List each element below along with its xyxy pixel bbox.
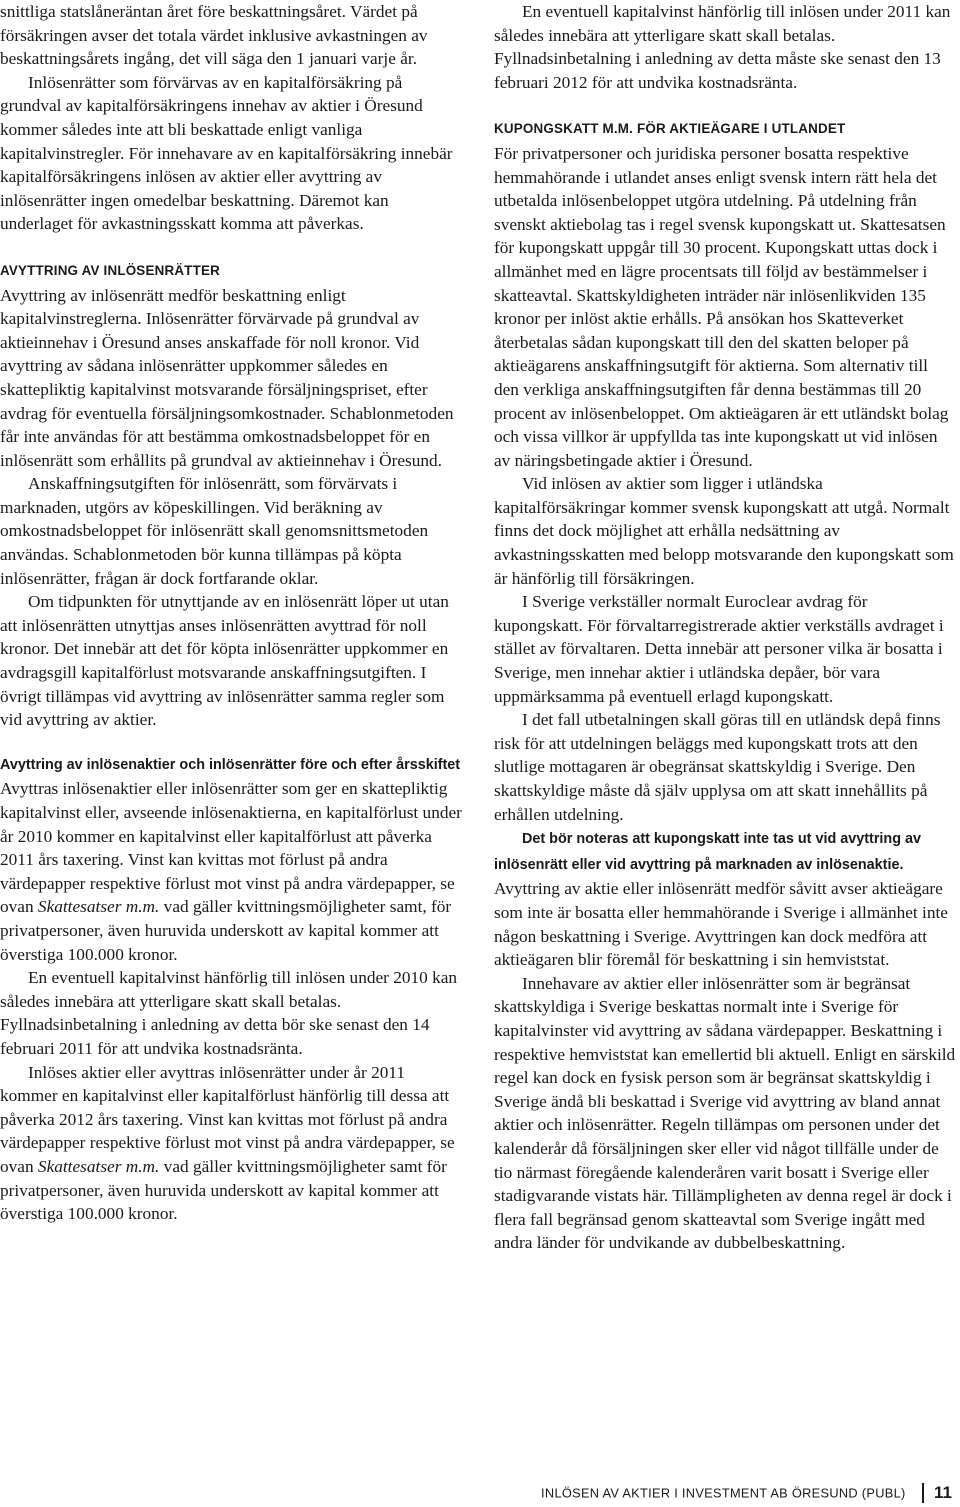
paragraph: I det fall utbetalningen skall göras till en utländsk depå finns risk för att utdelningen beläggs med kupongskatt trots att den slutlige mottagaren är obegränsat skattskyldig i Sverige. Den skattskyldige måste då själv upplysa om att skatt innehållits på erhållen utdelning.: [494, 710, 941, 824]
running-title: INLÖSEN AV AKTIER I INVESTMENT AB ÖRESUND (PUBL): [541, 1485, 906, 1501]
paragraph: snittliga statslåneräntan året före beskattningsåret. Värdet på försäkringen avser det totala värdet inklusive avkastningen av beskattningsårets ingång, det vill säga den 1 januari varje år.: [0, 2, 428, 69]
paragraph: En eventuell kapitalvinst hänförlig till inlösen under 2010 kan således innebära att ytterligare skatt skall betalas. Fyllnadsinbetalning i anledning av detta bör ske senast den 14 februari 2011 för att undvika kostnadsränta.: [0, 968, 458, 1058]
paragraph: För privatpersoner och juridiska personer bosatta respektive hemmahörande i utlandet anses enligt svensk intern rätt hela det utbetalda inlösenbeloppet utgöra utdelning. På utdelning från svenskt aktiebolag tas i regel svensk kupongskatt ut. Skattesatsen för kupongskatt uppgår till 30 procent. Kupongskatt uttas dock i allmänhet med en lägre procentsats till följd av bestämmelser i skatteavtal. Skattskyldigheten inträder när inlösenlikviden 135 kronor per inlöst aktie erhålls. På ansökan hos Skatteverket återbetalas sådan kupongskatt till den del skatten beloper på aktieägarens anskaffningsutgift för aktierna. Som alternativ till den verkliga anskaffningsutgiften får denna bestämmas till 20 procent av inlösenbeloppet. Om aktieägaren är ett utländskt bolag och vissa villkor är uppfyllda tas inte kupongskatt ut vid inlösen av näringsbetingade aktier i Öresund.: [494, 143, 949, 470]
paragraph-text: Avyttring av aktie eller inlösenrätt medför såvitt avser aktieägare som inte är bosatta eller hemmahörande i Sverige i allmänhet inte någon beskattning i Sverige. Avyttringen kan dock medföra att aktieägaren blir föremål för beskattning i sin hemviststat.: [494, 879, 948, 970]
paragraph-text: Inlöses aktier eller avyttras inlösenrätter under år 2011 kommer en kapitalvinst eller kapitalförlust hänförlig till dessa att påverka 2012 års taxering. Vinst kan kvittas mot förlust på andra värdepapper respektive förlust mot vinst på andra värdepapper, se ovan: [0, 1062, 455, 1176]
paragraph: Vid inlösen av aktier som ligger i utländska kapitalförsäkringar kommer svensk kupongskatt att utgå. Normalt finns det dock möjlighet att erhålla nedsättning av avkastningsskatten med belopp motsvarande den kupongskatt som är hänförlig till försäkringen.: [494, 474, 954, 588]
paragraph: [0, 777, 462, 966]
paragraph: Anskaffningsutgiften för inlösenrätt, som förvärvats i marknaden, utgörs av köpeskillingen. Vid beräkning av omkostnadsbeloppet för inlösenrätt skall genomsnittsmetoden användas. Schablonmetoden bör kunna tillämpas på köpta inlösenrätter, frågan är dock fortfarande oklar.: [0, 474, 429, 588]
paragraph: Innehavare av aktier eller inlösenrätter som är begränsat skattskyldiga i Sverige beskattas normalt inte i Sverige för kapitalvinster vid avyttring av sådana värdepapper. Beskattning i respektive hemviststat kan emellertid bli aktuell. Enligt en särskild regel kan dock en fysisk person som är begränsat skattskyldig i Sverige ändå bli beskattad i Sverige vid avyttring av bland annat aktier och inlösenrätter. Regeln tillämpas om personen under det kalenderår då försäljningen sker eller vid något tillfälle under de tio närmast föregående kalenderåren varit bosatt i Sverige eller stadigvarande vistats här. Tillämpligheten av denna regel är dock i flera fall begränsad genom skatteavtal som Sverige ingått med andra länder för undvikande av dubbelbeskattning.: [494, 973, 956, 1253]
page-number: 11: [922, 1483, 952, 1503]
paragraph: I Sverige verkställer normalt Euroclear avdrag för kupongskatt. För förvaltarregistrerade aktier verkställs avdraget i stället av förvaltaren. Detta innebär att personer vilka är bosatta i Sverige, men innehar aktier i utländska depåer, bör vara uppmärksamma på eventuell erlagd kupongskatt.: [494, 592, 944, 706]
paragraph: Om tidpunkten för utnyttjande av en inlösenrätt löper ut utan att inlösenrätten utnyttjas anses inlösenrätten avyttrad för noll kronor. Det innebär att det för köpta inlösenrätter uppkommer en avdragsgill kapitalförlust motsvarande anskaffningsutgiften. I övrigt tillämpas vid avyttring av inlösenrätter samma regler som vid avyttring av aktier.: [0, 592, 449, 730]
paragraph: [494, 826, 956, 972]
subheading-fore-efter-arsskiftet: Avyttring av inlösenaktier och inlösenrätter före och efter årsskiftet: [0, 756, 461, 773]
page-footer: [541, 1483, 952, 1503]
paragraph: Avyttring av inlösenrätt medför beskattning enligt kapitalvinstreglerna. Inlösenrätter förvärvade på grundval av aktieinnehav i Öresund anses anskaffade för noll kronor. Vid avyttring av sådana inlösenrätter uppkommer således en skattepliktig kapitalvinst motsvarande försäljningspriset, efter avdrag för eventuella försäljningsomkostnader. Schablonmetoden får inte användas för att bestämma omkostnadsbeloppet för en inlösenrätt som erhållits på grundval av aktieinnehav i Öresund.: [0, 285, 454, 470]
right-column: [494, 0, 956, 1255]
paragraph-text: Avyttras inlösenaktier eller inlösenrätter som ger en skattepliktig kapitalvinst eller, avseende inlösenaktierna, en kapitalförlust under år 2010 kommer en kapitalvinst eller kapitalförlust att påverka 2011 års taxering. Vinst kan kvittas mot förlust på andra värdepapper respektive förlust mot vinst på andra värdepapper, se ovan: [0, 779, 462, 917]
left-column: [0, 0, 462, 1226]
section-heading-kupongskatt: KUPONGSKATT M.M. FÖR AKTIEÄGARE I UTLANDET: [494, 121, 846, 137]
paragraph: Inlösenrätter som förvärvas av en kapitalförsäkring på grundval av kapitalförsäkringens innehav av aktier i Öresund kommer således inte att bli beskattade enligt vanliga kapitalvinstregler. För innehavare av en kapitalförsäkring innebär kapitalförsäkringens inlösen av aktier eller avyttring av inlösenrätter ingen omedelbar beskattning. Däremot kan underlaget för avkastningsskatt komma att påverkas.: [0, 72, 453, 234]
paragraph-text: vad gäller kvittningsmöjligheter samt, för privatpersoner, även huruvida underskott av kapital kommer att överstiga 100.000 kronor.: [0, 897, 452, 964]
paragraph: [0, 1061, 462, 1226]
bold-lead-text: Det bör noteras att kupongskatt inte tas ut vid avyttring av inlösenrätt eller vid avyttring på marknaden av inlösenaktie.: [494, 831, 922, 873]
section-heading-avyttring: AVYTTRING AV INLÖSENRÄTTER: [0, 262, 220, 278]
paragraph: En eventuell kapitalvinst hänförlig till inlösen under 2011 kan således innebära att ytterligare skatt skall betalas. Fyllnadsinbetalning i anledning av detta måste ske senast den 13 februari 2012 för att undvika kostnadsränta.: [494, 2, 951, 92]
paragraph-text: vad gäller kvittningsmöjligheter samt för privatpersoner, även huruvida underskott av kapital kommer att överstiga 100.000 kronor.: [0, 1156, 447, 1224]
cross-reference: Skattesatser m.m.: [37, 1156, 160, 1176]
cross-reference: Skattesatser m.m.: [37, 897, 160, 917]
